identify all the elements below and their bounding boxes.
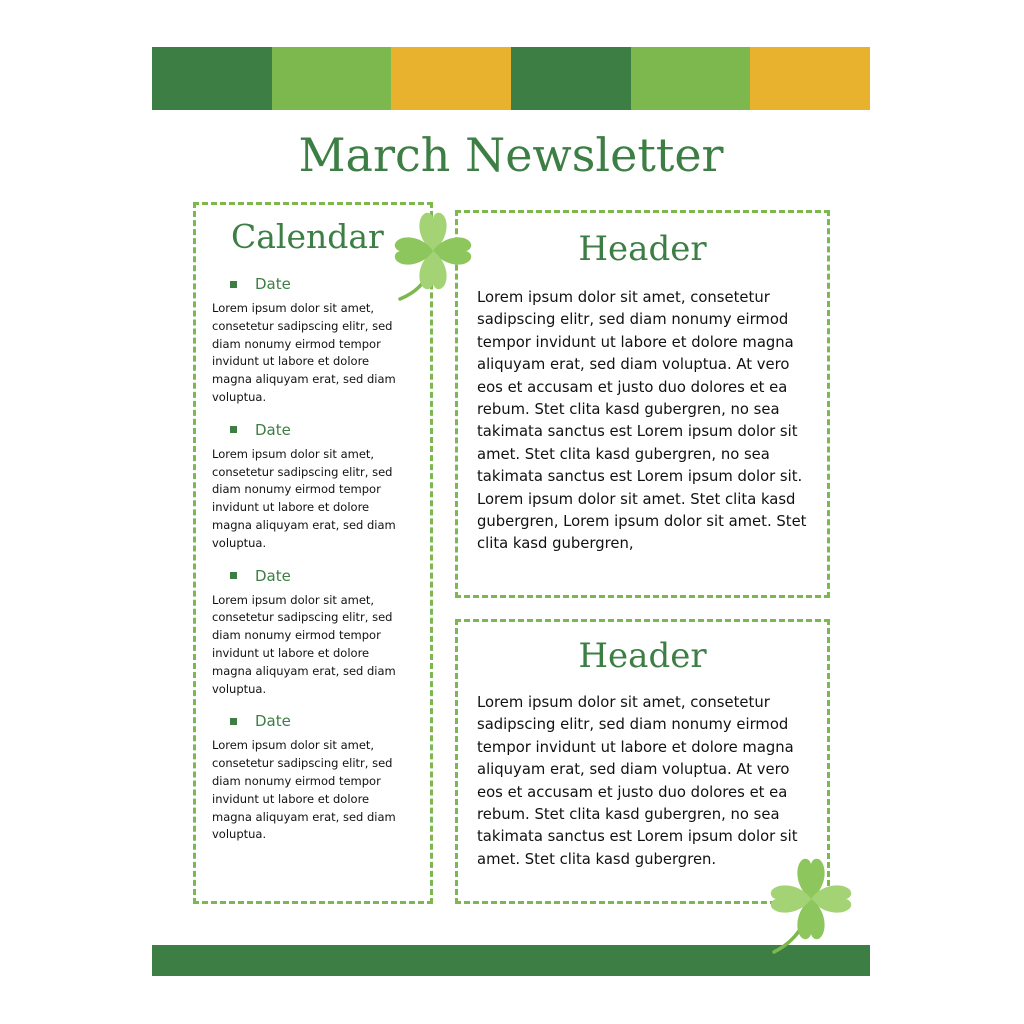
calendar-item-text: Lorem ipsum dolor sit amet, consetetur sadipscing elitr, sed diam nonumy eirmod tempor invidunt ut labore et dolore magna aliquyam erat, sed diam voluptua. (212, 738, 396, 842)
four-leaf-clover-icon (764, 852, 858, 956)
footer-bar (152, 945, 870, 976)
calendar-date (212, 712, 412, 730)
stripe-segment-dark-green-1 (152, 47, 272, 110)
article-body-1: Lorem ipsum dolor sit amet, consetetur sadipscing elitr, sed diam nonumy eirmod tempor invidunt ut labore et dolore magna aliquyam erat, sed diam voluptua. At vero eos et accusam et justo duo dolores et ea rebum. Stet clita kasd gubergren, no sea takimata sanctus est Lorem ipsum dolor sit amet. Stet clita kasd gubergren, no sea takimata sanctus est Lorem ipsum dolor sit. Lorem ipsum dolor sit amet. Stet clita kasd gubergren, Lorem ipsum dolor sit amet. Stet clita kasd gubergren, (477, 289, 807, 553)
bullet-icon (230, 426, 237, 433)
calendar-date-label: Date (255, 275, 291, 293)
calendar-date (212, 421, 412, 439)
article-header-1: Header (578, 229, 707, 269)
calendar-date-label: Date (255, 420, 291, 439)
calendar-title: Calendar (231, 217, 384, 256)
bullet-icon (230, 572, 237, 579)
article-body-2: Lorem ipsum dolor sit amet, consetetur sadipscing elitr, sed diam nonumy eirmod tempor invidunt ut labore et dolore magna aliquyam erat, sed diam voluptua. At vero eos et accusam et justo duo dolores et ea rebum. Stet clita kasd gubergren, no sea takimata sanctus est Lorem ipsum dolor sit amet. Stet clita kasd gubergren. (477, 694, 798, 868)
calendar-list (212, 275, 412, 858)
bullet-icon (230, 281, 237, 288)
article-panel-1 (455, 210, 830, 598)
stripe-segment-light-green-1 (272, 47, 392, 110)
stripe-segment-light-green-2 (631, 47, 751, 110)
stripe-segment-dark-green-2 (511, 47, 631, 110)
four-leaf-clover-icon (388, 206, 478, 304)
calendar-item (212, 421, 412, 553)
calendar-item-text: Lorem ipsum dolor sit amet, consetetur sadipscing elitr, sed diam nonumy eirmod tempor invidunt ut labore et dolore magna aliquyam erat, sed diam voluptua. (212, 446, 396, 550)
calendar-item-text: Lorem ipsum dolor sit amet, consetetur sadipscing elitr, sed diam nonumy eirmod tempor invidunt ut labore et dolore magna aliquyam erat, sed diam voluptua. (212, 592, 396, 696)
header-color-stripe (152, 47, 870, 110)
calendar-date (212, 275, 412, 293)
stripe-segment-gold-2 (750, 47, 870, 110)
calendar-panel (193, 202, 433, 904)
article-header-2: Header (578, 636, 707, 676)
calendar-item-text: Lorem ipsum dolor sit amet, consetetur sadipscing elitr, sed diam nonumy eirmod tempor invidunt ut labore et dolore magna aliquyam erat, sed diam voluptua. (212, 301, 396, 404)
calendar-date-label: Date (255, 566, 291, 585)
calendar-date-label: Date (255, 712, 291, 731)
stripe-segment-gold-1 (391, 47, 511, 110)
calendar-date (212, 567, 412, 585)
calendar-item (212, 712, 412, 844)
page-title: March Newsletter (298, 128, 724, 182)
calendar-item (212, 567, 412, 699)
calendar-item (212, 275, 412, 407)
bullet-icon (230, 718, 237, 725)
